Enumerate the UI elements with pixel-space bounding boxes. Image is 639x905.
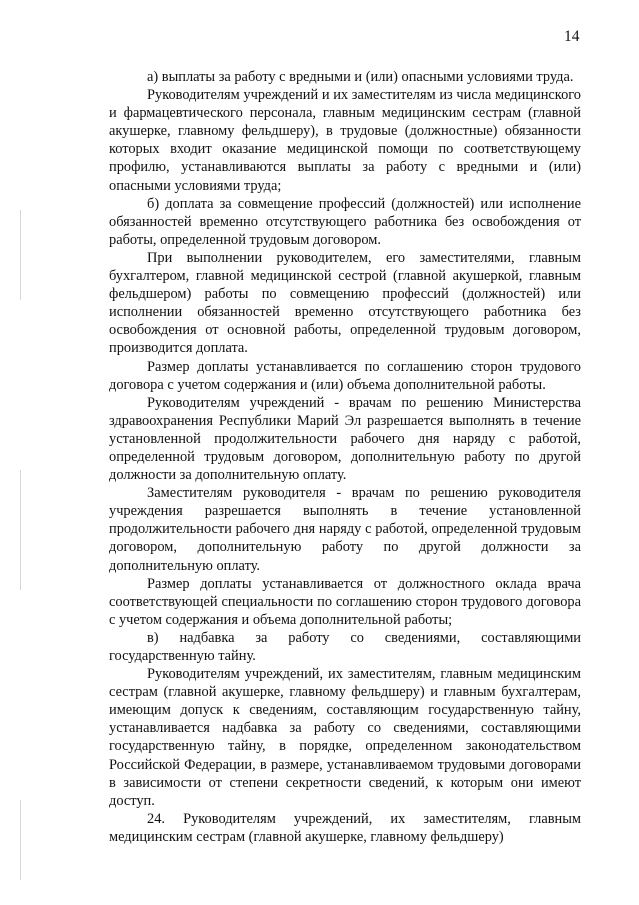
scan-edge-mark — [20, 470, 21, 590]
document-body — [109, 68, 581, 846]
paragraph: Заместителям руководителя - врачам по решению руководителя учреждения разрешается выполнять в течение установленной продолжительности рабочего дня наряду с работой, определенной трудовым договором, дополнительную работу по другой должности за дополнительную оплату. — [109, 485, 581, 574]
paragraph: Руководителям учреждений и их заместителям из числа медицинского и фармацевтического персонала, главным медицинским сестрам (главной акушерке, главному фельдшеру), в трудовые (должностные) обязанности которых входит оказание медицинской помощи по соответствующему профилю, устанавливаются выплаты за работу с вредными и (или) опасными условиями труда; — [109, 87, 581, 194]
paragraph: Размер доплаты устанавливается от должностного оклада врача соответствующей специальности по соглашению сторон трудового договора с учетом содержания и объема дополнительной работы; — [109, 575, 581, 628]
paragraph: Размер доплаты устанавливается по соглашению сторон трудового договора с учетом содержания и (или) объема дополнительной работы. — [109, 358, 581, 393]
paragraph: 24. Руководителям учреждений, их заместителям, главным медицинским сестрам (главной акушерке, главному фельдшеру) — [109, 810, 581, 845]
paragraph: Руководителям учреждений - врачам по решению Министерства здравоохранения Республики Марий Эл разрешается выполнять в течение установленной продолжительности рабочего дня наряду с работой, определенной трудовым договором, дополнительную работу по другой должности за дополнительную оплату. — [109, 394, 581, 484]
paragraph: б) доплата за совмещение профессий (должностей) или исполнение обязанностей временно отсутствующего работника без освобождения от работы, определенной трудовым договором. — [109, 195, 581, 248]
paragraph: а) выплаты за работу с вредными и (или) опасными условиями труда. — [147, 69, 574, 85]
paragraph: в) надбавка за работу со сведениями, составляющими государственную тайну. — [109, 629, 581, 664]
scan-edge-mark — [20, 800, 21, 880]
scan-edge-mark — [20, 210, 21, 300]
page-number: 14 — [564, 28, 580, 45]
paragraph: При выполнении руководителем, его заместителями, главным бухгалтером, главной медицинской сестрой (главной акушеркой, главным фельдшером) работы по совмещению профессий (должностей) или исполнении обязанностей временно отсутствующего работника без освобождения от основной работы, определенной трудовым договором, производится доплата. — [109, 249, 581, 357]
paragraph: Руководителям учреждений, их заместителям, главным медицинским сестрам (главной акушерке, главному фельдшеру) и главным бухгалтерам, имеющим допуск к сведениям, составляющим государственную тайну, устанавливается надбавка за работу со сведениями, составляющими государственную тайну, в порядке, определенном законодательством Российской Федерации, в размере, устанавливаемом трудовыми договорами в зависимости от степени секретности сведений, к которым они имеют доступ. — [109, 666, 581, 809]
